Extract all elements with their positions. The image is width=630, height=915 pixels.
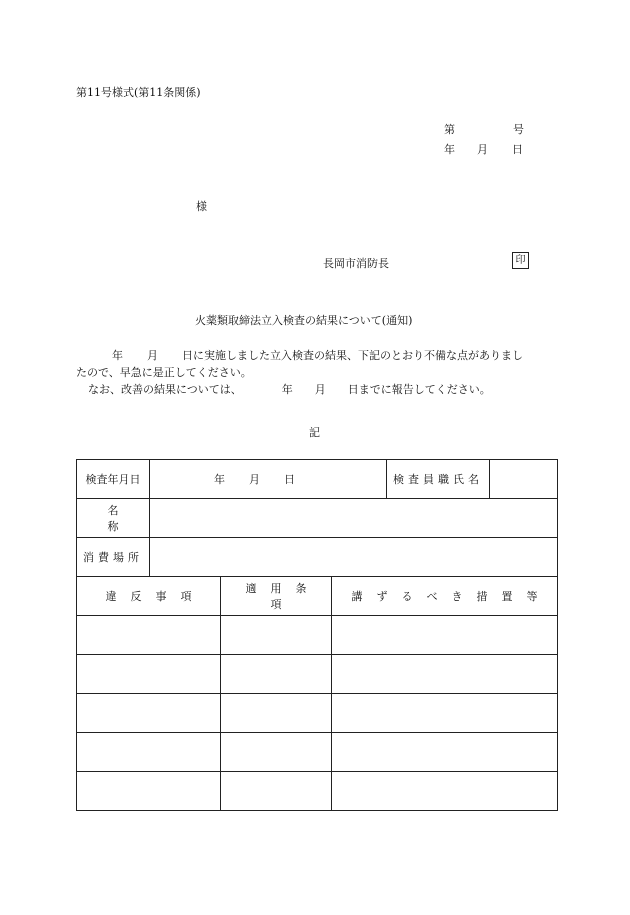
violation-cell (77, 772, 221, 811)
document-title: 火薬類取締法立入検査の結果について(通知) (195, 314, 413, 327)
inspection-date-label: 検査年月日 (77, 460, 150, 499)
record-mark: 記 (309, 426, 320, 439)
name-label: 名称 (77, 499, 150, 538)
place-label: 消費場所 (77, 538, 150, 577)
body-line-3-rest: 日までに報告してください。 (347, 383, 491, 396)
document-number (444, 121, 524, 137)
report-year: 年 (281, 383, 293, 396)
measures-cell (332, 694, 558, 733)
addressee-honorific: 様 (196, 200, 207, 213)
table-row (77, 772, 558, 811)
measures-cell (332, 772, 558, 811)
body-line-1 (76, 347, 556, 364)
name-row (77, 499, 558, 538)
doc-no-suffix: 号 (513, 123, 524, 136)
measures-cell (332, 616, 558, 655)
inspection-day: 日 (284, 473, 295, 486)
violation-cell (77, 694, 221, 733)
table-row (77, 616, 558, 655)
violation-cell (77, 733, 221, 772)
clause-cell (221, 772, 332, 811)
violation-header-row (77, 577, 558, 616)
col-violation: 違反事項 (77, 577, 221, 616)
report-month: 月 (314, 383, 326, 396)
doc-no-prefix: 第 (444, 123, 455, 136)
issue-day: 日 (512, 143, 523, 156)
name-value (150, 499, 558, 538)
inspector-value (490, 460, 558, 499)
seal-mark: 印 (512, 252, 529, 269)
clause-cell (221, 733, 332, 772)
violation-cell (77, 655, 221, 694)
clause-cell (221, 655, 332, 694)
issue-date (444, 141, 523, 157)
table-row (77, 694, 558, 733)
col-clause: 適用条項 (221, 577, 332, 616)
inspection-month: 月 (249, 473, 260, 486)
body-month: 月 (147, 349, 158, 362)
inspector-label: 検査員職氏名 (387, 460, 490, 499)
violation-table (76, 576, 558, 811)
inspection-date-value (150, 460, 387, 499)
inspection-year: 年 (214, 473, 225, 486)
body-text (76, 347, 556, 398)
inspection-result-table (76, 459, 558, 577)
violation-cell (77, 616, 221, 655)
issue-month: 月 (477, 143, 488, 156)
clause-cell (221, 694, 332, 733)
issue-year: 年 (444, 143, 455, 156)
table-row (77, 655, 558, 694)
body-year: 年 (112, 349, 123, 362)
inspection-date-row (77, 460, 558, 499)
body-line-1-rest: 日に実施しました立入検査の結果、下記のとおり不備な点がありまし (182, 349, 523, 362)
sender-name: 長岡市消防長 (323, 257, 389, 270)
place-value (150, 538, 558, 577)
place-row (77, 538, 558, 577)
table-row (77, 733, 558, 772)
measures-cell (332, 733, 558, 772)
clause-cell (221, 616, 332, 655)
form-number: 第11号様式(第11条関係) (76, 86, 201, 99)
measures-cell (332, 655, 558, 694)
col-measures: 講ずるべき措置等 (332, 577, 558, 616)
body-line-2: たので、早急に是正してください。 (76, 366, 252, 379)
body-line-3-a: なお、改善の結果については、 (88, 383, 242, 396)
body-line-3 (76, 381, 556, 398)
